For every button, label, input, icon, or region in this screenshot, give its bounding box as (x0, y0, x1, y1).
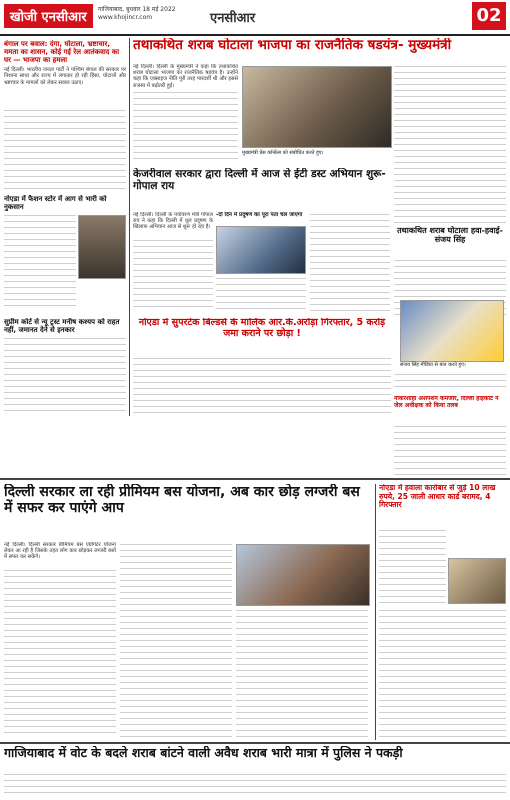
story-noida (133, 318, 391, 354)
story-ghaziabad (4, 746, 506, 770)
story-second (133, 168, 391, 208)
headline: नोएडा में हवाला कारोबार से जुड़े 10 लाख रुपये, 25 जाली आधार कार्ड बरामद, 4 गिरफ्तार (379, 484, 496, 510)
police-photo (448, 558, 506, 604)
dateline-date: गाजियाबाद, बुधवार 18 मई 2022 (98, 6, 176, 13)
cm-photo (242, 66, 392, 148)
story-bus (4, 484, 372, 538)
section-title: एनसीआर (210, 11, 256, 26)
headline: केजरीवाल सरकार द्वारा दिल्ली में आज से ईटी डस्ट अभियान शुरू- गोपाल राय (133, 168, 386, 193)
article-body: नई दिल्ली। दिल्ली के मुख्यमंत्री ने कहा कि तथाकथित शराब घोटाला भाजपा का राजनैतिक षडयंत्र है। उन्होंने कहा कि एक्साइज नीति पूरी तरह पारदर्शी थी और इससे राजस्व में बढ़ोतरी हुई। (133, 64, 238, 89)
masthead (0, 0, 510, 36)
story-left-low (4, 318, 126, 414)
headline: नौकरशाही अंशपेंशन कमजोर, दिल्ली हाईकोर्ट ने जेल अधीक्षक को किया तलब (394, 396, 499, 409)
story-left-mid (4, 195, 126, 310)
headline: दिल्ली सरकार ला रही प्रीमियम बस योजना, अब कार छोड़ लग्जरी बस में सफर कर पाएंगे आप (4, 484, 360, 517)
headline: गाजियाबाद में वोट के बदले शराब बांटने वाली अवैध शराब भारी मात्रा में पुलिस ने पकड़ी (4, 746, 403, 760)
main-body (133, 64, 238, 162)
bus-photo (236, 544, 370, 606)
headline: बंगाल पर बवाल: दंगा, घोटाला, भ्रष्टाचार, ममता का शासन, कोई गई रेल आतंकवाद का घर — भाजपा का हमला (4, 40, 120, 65)
headline: नोएडा में फैशन स्टोर में आग से भारी को नुकसान (4, 195, 107, 212)
story-right-top-head (394, 226, 506, 256)
brand-logo: खोजी एनसीआर (4, 4, 93, 28)
sanjay-singh-photo (400, 300, 504, 362)
headline: तथाकथित शराब घोटाला हवा-हवाई- संजय सिंह (397, 226, 503, 245)
photo-caption: संजय सिंह मीडिया से बात करते हुए। (400, 362, 466, 368)
story-main (133, 38, 505, 64)
article-body: नई दिल्ली। दिल्ली के पर्यावरण मंत्री गोपाल राय ने कहा कि दिल्ली में धूल प्रदूषण के खिलाफ अभियान आज से शुरू हो रहा है। (133, 212, 213, 231)
gopal-rai-photo (216, 226, 306, 274)
dateline (98, 6, 176, 22)
fire-photo (78, 215, 126, 279)
story-left-top (4, 40, 126, 190)
dateline-website: www.khojincr.com (98, 14, 153, 21)
article-body: नई दिल्ली। दिल्ली सरकार प्रीमियम बस एग्रीगेटर योजना लेकर आ रही है जिसके तहत लोग कार छोड़कर लग्जरी बसों में सफर कर सकेंगे। (4, 542, 116, 561)
article-body: नई दिल्ली। भारतीय जनता पार्टी ने पश्चिम बंगाल की सरकार पर निशाना साधा और राज्य में लगातार हो रही हिंसा, घोटालों और भ्रष्टाचार के मामलों को लेकर सवाल उठाए। (4, 67, 126, 86)
photo-caption: मुख्यमंत्री प्रेस कॉन्फ्रेंस को संबोधित करते हुए। (242, 150, 324, 156)
page-number: 02 (472, 2, 506, 30)
subhead: -दो दिन में प्रदूषण का पूरा पता चल जाएगा (216, 212, 303, 218)
headline: सुप्रीम कोर्ट से न्यू ट्रस्ट मनीष कश्यप को राहत नहीं, जमानत देने से इनकार (4, 318, 120, 335)
story-right-mid (394, 396, 506, 422)
story-noida-hawala (379, 484, 506, 524)
headline: नोएडा में सुपरटेक बिल्डर्स के मालिक आर.के.अरोड़ा गिरफ्तार, 5 करोड़ जमा कराने पर छोड़ा ! (138, 318, 386, 339)
story-right-top (394, 64, 506, 224)
main-headline: तथाकथित शराब घोटाला भाजपा का राजनैतिक षडयंत्र- मुख्यमंत्री (133, 38, 452, 53)
